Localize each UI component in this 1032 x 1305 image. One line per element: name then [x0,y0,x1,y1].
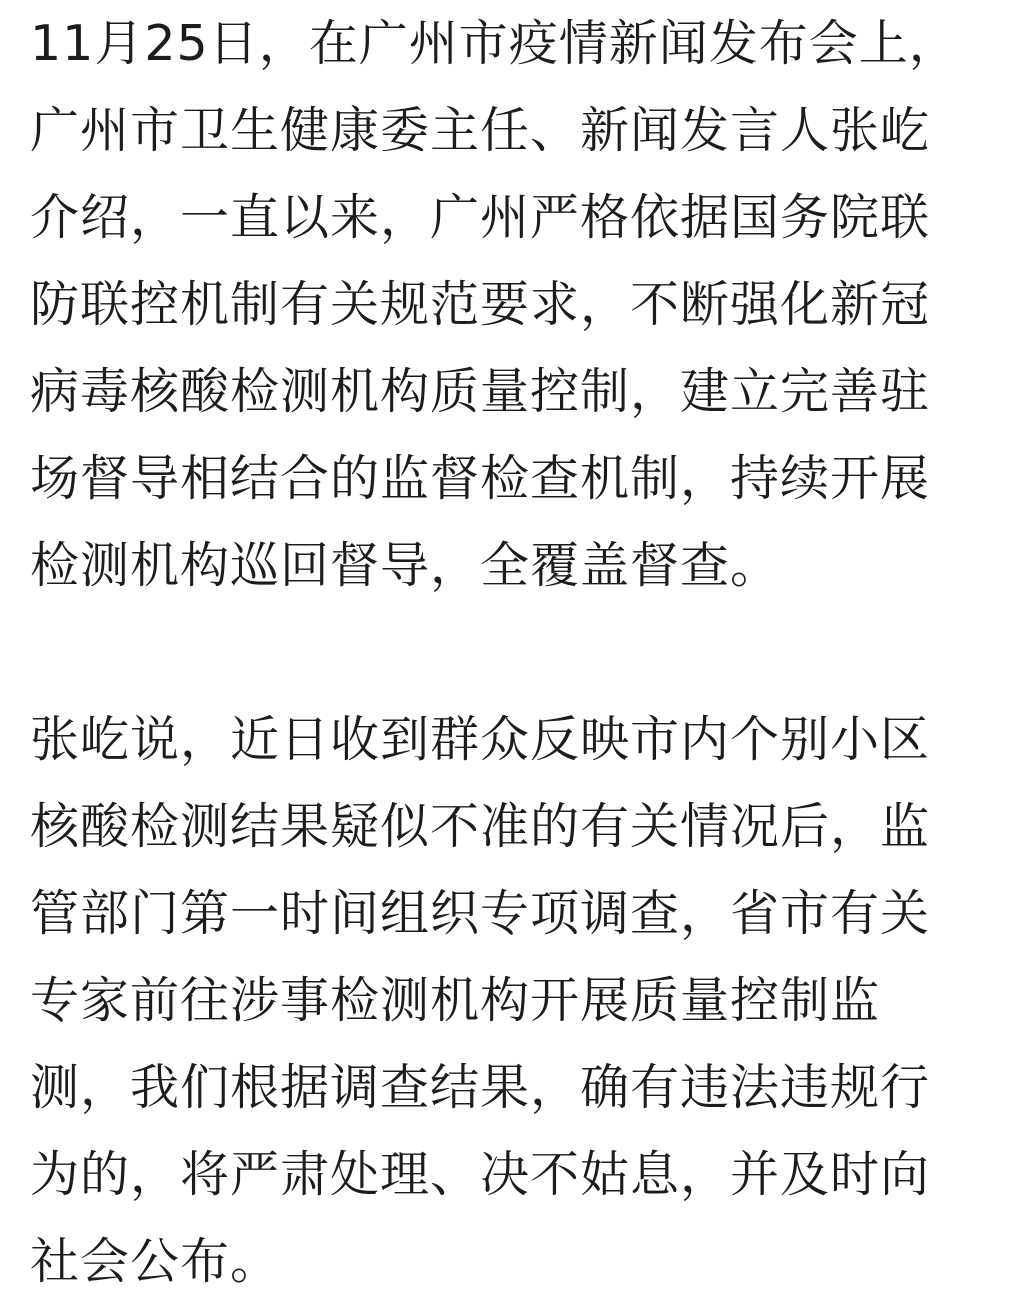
paragraph-line: 张屹说，近日收到群众反映市内个别小区 [30,711,931,768]
article-body [30,0,1010,1305]
paragraph-1 [30,0,1010,609]
paragraph-line: 专家前往涉事检测机构开展质量控制监 [30,972,881,1029]
paragraph-line: 11月25日，在广州市疫情新闻发布会上， [30,15,959,72]
paragraph-line: 介绍，一直以来，广州严格依据国务院联 [30,189,931,246]
paragraph-line: 广州市卫生健康委主任、新闻发言人张屹 [30,102,931,159]
paragraph-line: 测，我们根据调查结果，确有违法违规行 [30,1059,931,1116]
paragraph-2 [30,696,1010,1305]
paragraph-line: 为的，将严肃处理、决不姑息，并及时向 [30,1146,931,1203]
paragraph-line: 社会公布。 [30,1233,281,1290]
paragraph-line: 检测机构巡回督导，全覆盖督查。 [30,537,781,594]
paragraph-line: 管部门第一时间组织专项调查，省市有关 [30,885,931,942]
paragraph-line: 防联控机制有关规范要求，不断强化新冠 [30,276,931,333]
paragraph-line: 核酸检测结果疑似不准的有关情况后，监 [30,798,931,855]
paragraph-line: 场督导相结合的监督检查机制，持续开展 [30,450,931,507]
paragraph-spacer [30,609,1010,696]
paragraph-line: 病毒核酸检测机构质量控制，建立完善驻 [30,363,931,420]
